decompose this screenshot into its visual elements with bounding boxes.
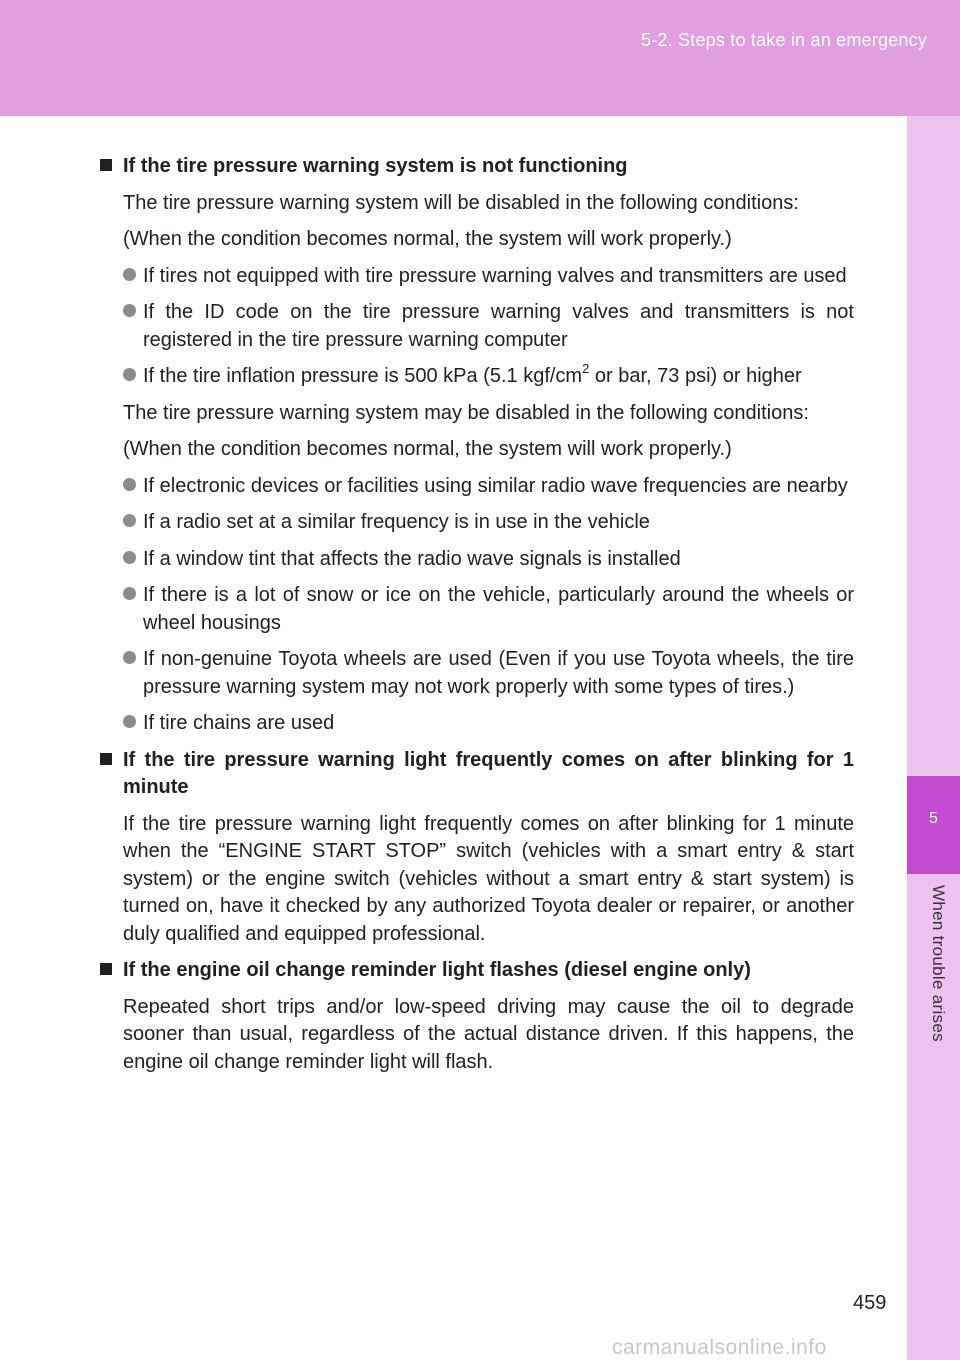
circle-bullet-icon [123,715,136,728]
list-item: If tire chains are used [100,710,854,738]
list-item: If the ID code on the tire pressure warning valves and transmitters is not registered in the tire pressure warning computer [100,299,854,354]
paragraph: The tire pressure warning system will be disabled in the following conditions: [123,191,799,214]
section-title: 5-2. Steps to take in an emergency [641,30,927,50]
page-number: 459 [853,1292,887,1314]
chapter-number: 5 [929,810,938,827]
circle-bullet-icon [123,551,136,564]
section-heading: If the engine oil change reminder light flashes (diesel engine only) [100,957,854,985]
page-content [100,153,854,1085]
circle-bullet-icon [123,651,136,664]
circle-bullet-icon [123,478,136,491]
list-item: If a radio set at a similar frequency is in use in the vehicle [100,509,854,537]
paragraph: The tire pressure warning system may be disabled in the following conditions: [123,401,809,424]
list-item: If there is a lot of snow or ice on the vehicle, particularly around the wheels or wheel housings [100,582,854,637]
circle-bullet-icon [123,304,136,317]
circle-bullet-icon [123,587,136,600]
list-item: If electronic devices or facilities using similar radio wave frequencies are nearby [100,473,854,501]
section-heading: If the tire pressure warning system is not functioning [100,153,854,181]
circle-bullet-icon [123,368,136,381]
paragraph: Repeated short trips and/or low-speed driving may cause the oil to degrade sooner than usual, regardless of the actual distance driven. If this happens, the engine oil change reminder light will flash. [123,995,854,1073]
square-bullet-icon [100,753,112,765]
paragraph: (When the condition becomes normal, the system will work properly.) [123,228,732,250]
square-bullet-icon [100,159,112,171]
circle-bullet-icon [123,514,136,527]
paragraph: (When the condition becomes normal, the system will work properly.) [123,438,732,460]
list-item: If a window tint that affects the radio wave signals is installed [100,546,854,574]
circle-bullet-icon [123,268,136,281]
page-header [0,0,960,116]
section-heading: If the tire pressure warning light frequently comes on after blinking for 1 minute [100,747,854,802]
chapter-label: When trouble arises [929,885,948,1042]
list-item: If the tire inflation pressure is 500 kPa (5.1 kgf/$cm^2$ or bar, 73 psi) or higher [100,363,854,391]
list-item: If non-genuine Toyota wheels are used (Even if you use Toyota wheels, the tire pressure warning system may not work properly with some types of tires.) [100,646,854,701]
paragraph: If the tire pressure warning light frequently comes on after blinking for 1 minute when the “ENGINE START STOP” switch (vehicles with a smart entry & start system) or the engine switch (vehicles without a smart entry & start system) is turned on, have it checked by any authorized Toyota dealer or repairer, or another duly qualified and equipped professional. [123,812,854,945]
watermark: carmanualsonline.info [612,1336,827,1359]
square-bullet-icon [100,963,112,975]
list-item: If tires not equipped with tire pressure warning valves and transmitters are used [100,263,854,291]
chapter-side-tab [907,116,960,1360]
